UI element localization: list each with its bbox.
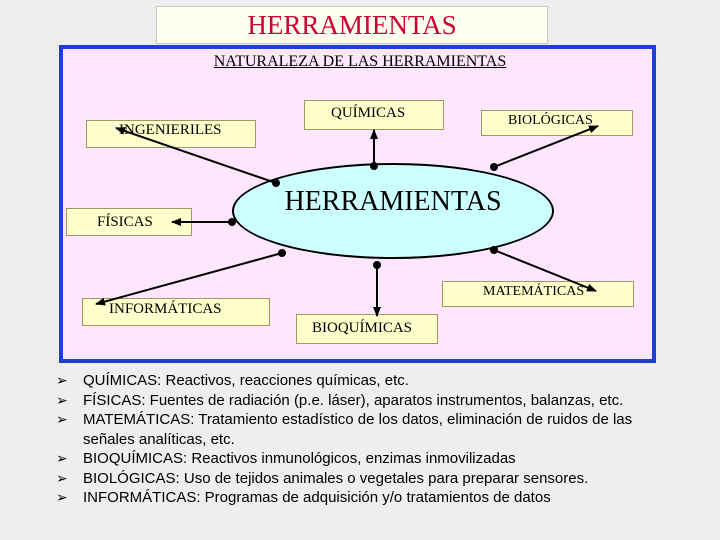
diagram-subtitle: NATURALEZA DE LAS HERRAMIENTAS	[213, 53, 507, 70]
node-biologicas-label: BIOLÓGICAS	[508, 113, 593, 128]
connector-dot-ingenieriles	[272, 179, 280, 187]
node-matematicas-label: MATEMÁTICAS	[483, 284, 585, 299]
connector-dot-fisicas	[228, 218, 236, 226]
bullet-text: BIOQUÍMICAS: Reactivos inmunológicos, enzimas inmovilizadas	[83, 450, 516, 467]
bullet-item	[56, 410, 676, 449]
bullet-item	[56, 488, 676, 508]
bullet-text: MATEMÁTICAS: Tratamiento estadístico de los datos, eliminación de ruidos de las señales analíticas, etc.	[83, 411, 633, 448]
bullet-item	[56, 469, 676, 489]
node-fisicas-label: FÍSICAS	[97, 214, 153, 230]
arrow-bullet-icon: ➢	[56, 411, 68, 427]
connector-matematicas	[494, 250, 596, 291]
connector-biologicas	[494, 126, 598, 167]
arrow-bullet-icon: ➢	[56, 469, 68, 486]
connector-dot-matematicas	[490, 246, 498, 254]
center-label: HERRAMIENTAS	[284, 186, 502, 217]
bullet-item	[56, 449, 676, 469]
connector-dot-bioquimicas	[373, 261, 381, 269]
bullet-text: INFORMÁTICAS: Programas de adquisición y/o tratamientos de datos	[83, 489, 551, 506]
arrow-bullet-icon: ➢	[56, 450, 68, 466]
node-ingenieriles-label: INGENIERILES	[119, 122, 222, 138]
connector-dot-informaticas	[278, 249, 286, 257]
page-title: HERRAMIENTAS	[247, 10, 457, 40]
bullet-list	[56, 371, 676, 508]
arrow-bullet-icon: ➢	[56, 372, 68, 388]
node-quimicas-label: QUÍMICAS	[331, 105, 406, 121]
arrow-bullet-icon: ➢	[56, 489, 68, 505]
connector-dot-biologicas	[490, 163, 498, 171]
bullet-text: QUÍMICAS: Reactivos, reacciones químicas, etc.	[83, 372, 409, 389]
connector-informaticas	[96, 253, 282, 304]
bullet-text: FÍSICAS: Fuentes de radiación (p.e. láser), aparatos instrumentos, balanzas, etc.	[83, 391, 624, 409]
bullet-item	[56, 391, 676, 411]
bullet-text: BIOLÓGICAS: Uso de tejidos animales o vegetales para preparar sensores.	[83, 469, 589, 487]
connector-ingenieriles	[116, 128, 276, 183]
connector-dot-quimicas	[370, 162, 378, 170]
arrow-bullet-icon: ➢	[56, 391, 68, 408]
node-bioquimicas-label: BIOQUÍMICAS	[312, 320, 413, 336]
bullet-item	[56, 371, 676, 391]
node-informaticas-label: INFORMÁTICAS	[109, 301, 222, 317]
